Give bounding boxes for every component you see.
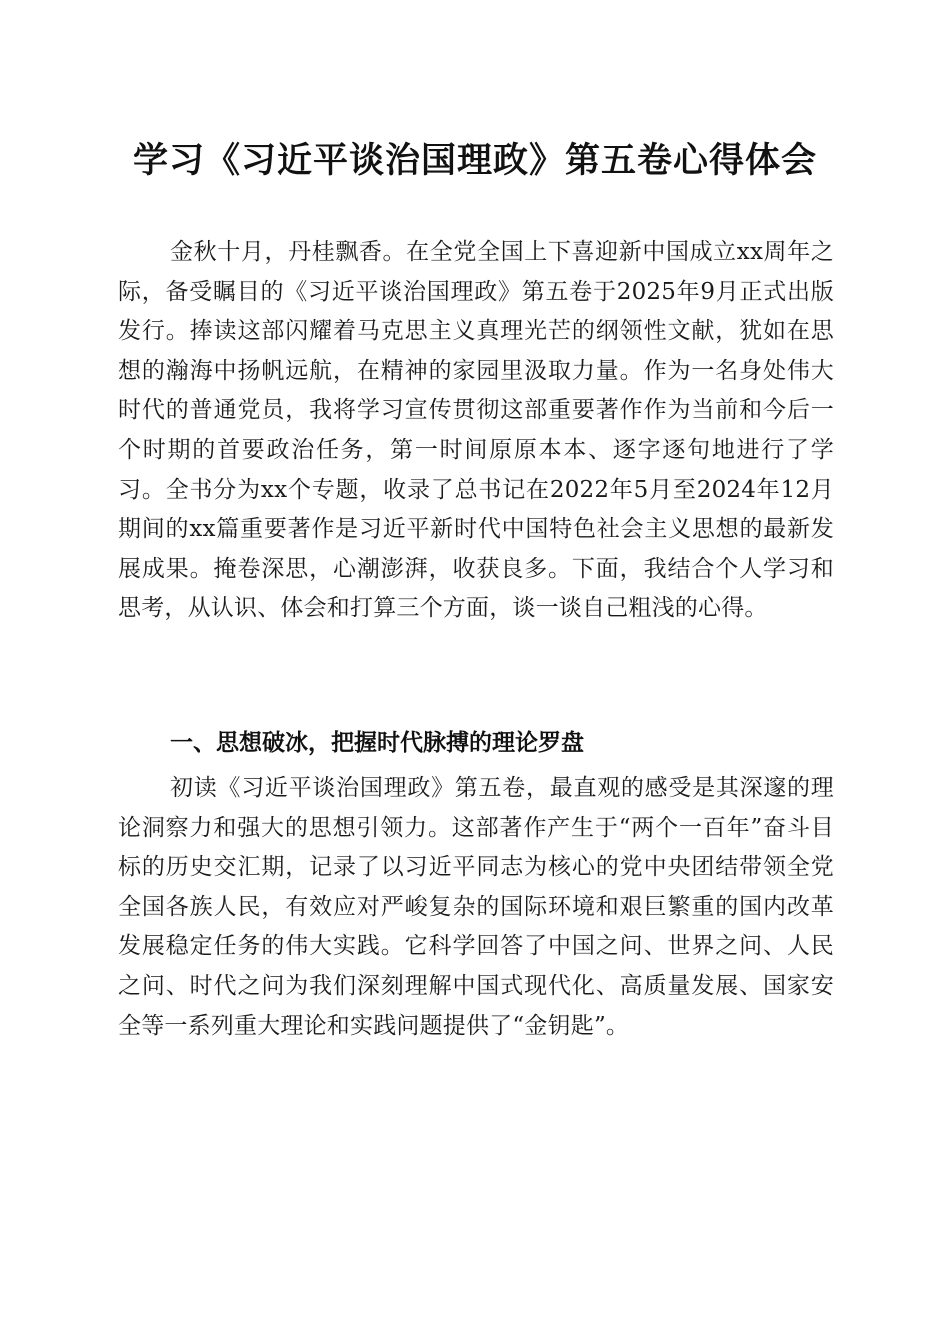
section-1-paragraph: 初读《习近平谈治国理政》第五卷，最直观的感受是其深邃的理论洞察力和强大的思想引领力。这部著作产生于“两个一百年”奋斗目标的历史交汇期，记录了以习近平同志为核心的党中央团结带领全党全国各族人民，有效应对严峻复杂的国际环境和艰巨繁重的国内改革发展稳定任务的伟大实践。它科学回答了中国之问、世界之问、人民之问、时代之问为我们深刻理解中国式现代化、高质量发展、国家安全等一系列重大理论和实践问题提供了“金钥匙”。 — [118, 775, 834, 1039]
section-heading-1: 一、思想破冰，把握时代脉搏的理论罗盘 — [170, 730, 584, 756]
intro-paragraph: 金秋十月，丹桂飘香。在全党全国上下喜迎新中国成立xx周年之际，备受瞩目的《习近平谈治国理政》第五卷于2025年9月正式出版发行。捧读这部闪耀着马克思主义真理光芒的纲领性文献，犹如在思想的瀚海中扬帆远航，在精神的家园里汲取力量。作为一名身处伟大时代的普通党员，我将学习宣传贯彻这部重要著作作为当前和今后一个时期的首要政治任务，第一时间原原本本、逐字逐句地进行了学习。全书分为xx个专题，收录了总书记在2022年5月至2024年12月期间的xx篇重要著作是习近平新时代中国特色社会主义思想的最新发展成果。掩卷深思，心潮澎湃，收获良多。下面，我结合个人学习和思考，从认识、体会和打算三个方面，谈一谈自己粗浅的心得。 — [118, 239, 834, 622]
document-title: 学习《习近平谈治国理政》第五卷心得体会 — [132, 141, 817, 181]
